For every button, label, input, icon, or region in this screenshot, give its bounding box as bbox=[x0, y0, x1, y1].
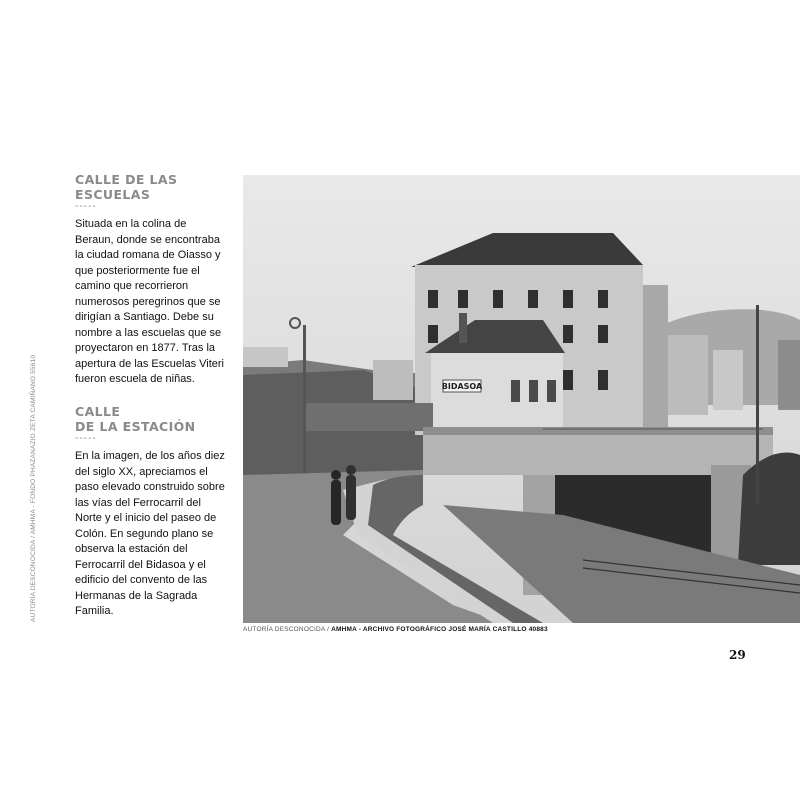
vertical-photo-credit: AUTORÍA DESCONOCIDA / AMHMA - FONDO PHAZANAZIO ZETA CAMIÑANO 55610 bbox=[30, 354, 37, 622]
heading-rule: ----- bbox=[75, 201, 97, 212]
section-calle-escuelas bbox=[75, 172, 227, 388]
section-body: En la imagen, de los años diez del siglo XX, apreciamos el paso elevado construido sobre las vías del Ferrocarril del Norte y el inicio del paseo de Colón. En segundo plano se observa la estación del Ferrocarril del Bidasoa y el edificio del convento de las Hermanas de la Sagrada Familia. bbox=[75, 450, 225, 617]
photo-caption bbox=[243, 626, 548, 633]
heading-rule: ----- bbox=[75, 433, 97, 444]
section-heading: CALLE DE LAS ESCUELAS bbox=[75, 172, 178, 202]
station-sign: BIDASOA bbox=[441, 382, 483, 391]
caption-author: AUTORÍA DESCONOCIDA / bbox=[243, 626, 332, 633]
section-calle-estacion bbox=[75, 404, 227, 620]
section-heading-line1: CALLE bbox=[75, 404, 121, 419]
caption-archive: AMHMA - ARCHIVO FOTOGRÁFICO JOSÉ MARÍA CASTILLO 40883 bbox=[331, 626, 548, 633]
historic-photograph bbox=[243, 175, 800, 623]
section-heading-line2: DE LA ESTACIÓN bbox=[75, 419, 196, 434]
section-body: Situada en la colina de Beraun, donde se encontraba la ciudad romana de Oiasso y que posteriormente fue el camino que recorrieron numerosos peregrinos que se dirigían a Santiago. Debe su nombre a las escuelas que se proyectaron en 1877. Tras la apertura de las Escuelas Viteri fueron escuela de niñas. bbox=[75, 218, 224, 385]
page-number: 29 bbox=[729, 648, 746, 662]
